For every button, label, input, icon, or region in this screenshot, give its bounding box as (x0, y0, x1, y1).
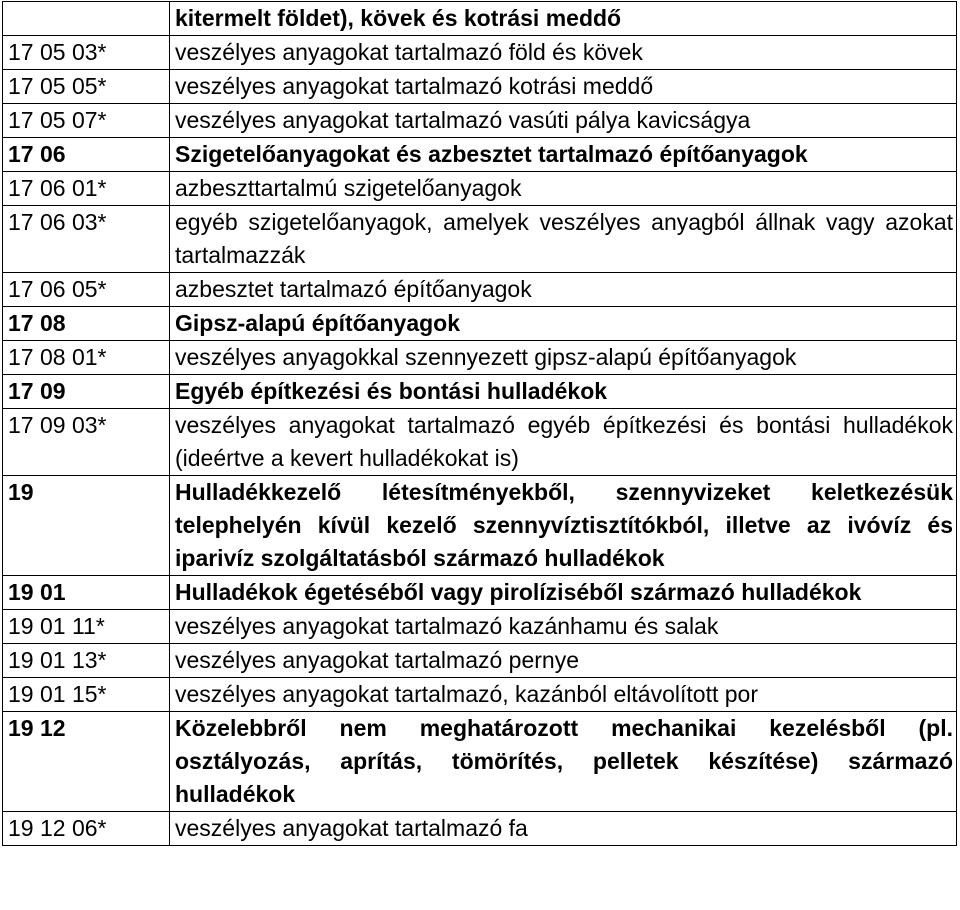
waste-code: 17 05 07* (3, 104, 170, 138)
waste-description: azbesztet tartalmazó építőanyagok (170, 273, 957, 307)
table-row (3, 70, 957, 104)
waste-code: 19 01 15* (3, 678, 170, 712)
waste-description: egyéb szigetelőanyagok, amelyek veszélyes anyagból állnak vagy azokat tartalmazzák (170, 206, 957, 273)
waste-description: kitermelt földet), kövek és kotrási meddő (170, 2, 957, 36)
waste-description: veszélyes anyagokat tartalmazó egyéb építkezési és bontási hulladékok (ideértve a kevert hulladékokat is) (170, 409, 957, 476)
waste-description: Egyéb építkezési és bontási hulladékok (170, 375, 957, 409)
table-row (3, 375, 957, 409)
table-row (3, 206, 957, 273)
waste-description: veszélyes anyagokat tartalmazó, kazánból eltávolított por (170, 678, 957, 712)
waste-code: 17 06 (3, 138, 170, 172)
waste-description: Szigetelőanyagokat és azbesztet tartalmazó építőanyagok (170, 138, 957, 172)
waste-code: 17 05 03* (3, 36, 170, 70)
waste-code: 17 08 (3, 307, 170, 341)
waste-code: 17 09 03* (3, 409, 170, 476)
waste-description: azbeszttartalmú szigetelőanyagok (170, 172, 957, 206)
waste-code: 19 01 (3, 576, 170, 610)
waste-description: veszélyes anyagokat tartalmazó föld és kövek (170, 36, 957, 70)
table-row (3, 678, 957, 712)
table-row (3, 476, 957, 576)
table-row (3, 273, 957, 307)
table-row (3, 172, 957, 206)
waste-description: veszélyes anyagokat tartalmazó pernye (170, 644, 957, 678)
waste-code: 17 06 05* (3, 273, 170, 307)
waste-code: 19 01 13* (3, 644, 170, 678)
waste-code: 17 06 03* (3, 206, 170, 273)
waste-description: veszélyes anyagokat tartalmazó kotrási meddő (170, 70, 957, 104)
waste-code: 19 01 11* (3, 610, 170, 644)
table-row (3, 409, 957, 476)
waste-code: 19 (3, 476, 170, 576)
waste-code (3, 2, 170, 36)
waste-description: veszélyes anyagokkal szennyezett gipsz-alapú építőanyagok (170, 341, 957, 375)
waste-description: veszélyes anyagokat tartalmazó fa (170, 812, 957, 846)
waste-description: Gipsz-alapú építőanyagok (170, 307, 957, 341)
waste-code: 17 09 (3, 375, 170, 409)
waste-description: Hulladékok égetéséből vagy pirolíziséből származó hulladékok (170, 576, 957, 610)
waste-description: veszélyes anyagokat tartalmazó kazánhamu és salak (170, 610, 957, 644)
table-row (3, 712, 957, 812)
table-row (3, 610, 957, 644)
waste-description: Közelebbről nem meghatározott mechanikai kezelésből (pl. osztályozás, aprítás, tömörítés, pelletek készítése) származó hulladékok (170, 712, 957, 812)
waste-code: 17 06 01* (3, 172, 170, 206)
waste-code: 19 12 06* (3, 812, 170, 846)
table-row (3, 341, 957, 375)
waste-code: 17 05 05* (3, 70, 170, 104)
table-row (3, 812, 957, 846)
waste-code-table (2, 1, 957, 846)
table-row (3, 36, 957, 70)
waste-code: 17 08 01* (3, 341, 170, 375)
table-row (3, 644, 957, 678)
table-row (3, 138, 957, 172)
table-row (3, 576, 957, 610)
waste-description: veszélyes anyagokat tartalmazó vasúti pálya kavicságya (170, 104, 957, 138)
table-row (3, 104, 957, 138)
waste-description: Hulladékkezelő létesítményekből, szennyvizeket keletkezésük telephelyén kívül kezelő szennyvíztisztítókból, illetve az ivóvíz és iparivíz szolgáltatásból származó hulladékok (170, 476, 957, 576)
table-row (3, 307, 957, 341)
waste-code: 19 12 (3, 712, 170, 812)
table-row (3, 2, 957, 36)
